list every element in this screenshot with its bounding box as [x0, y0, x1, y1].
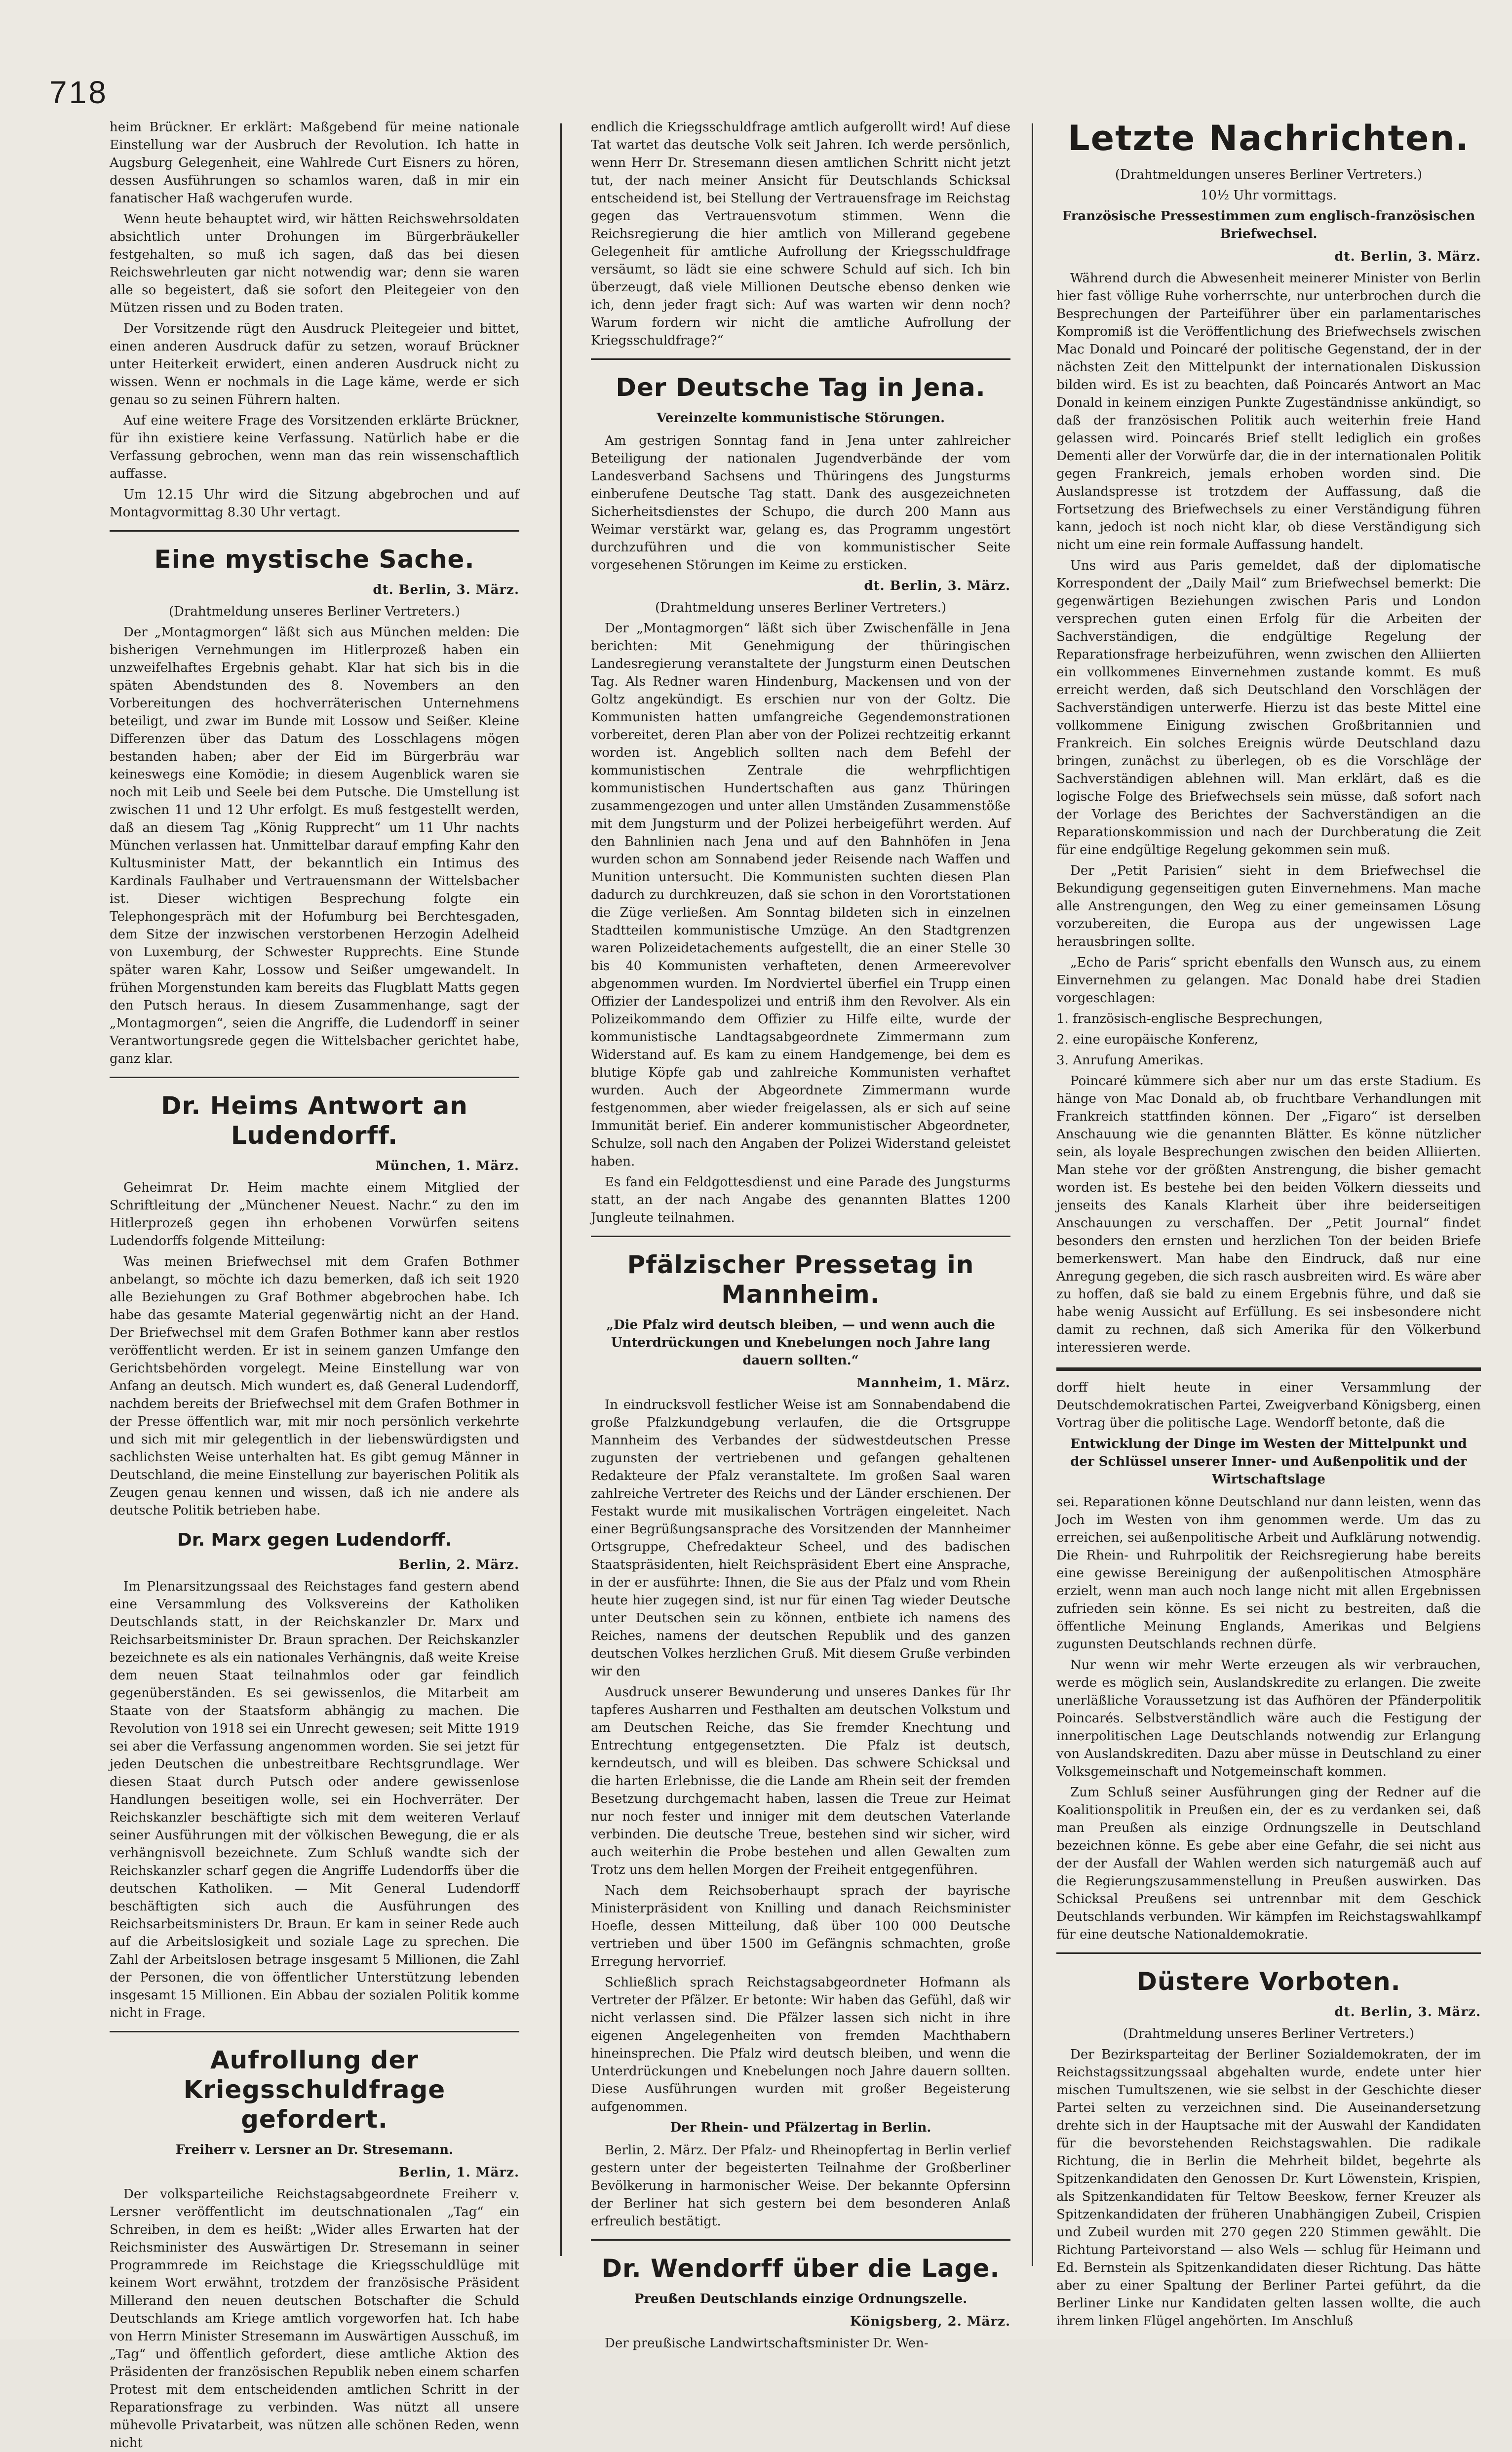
article-paragraph: Der „Montagmorgen“ läßt sich aus München melden: Die bisherigen Vernehmungen im Hitlerprozeß haben ein unzweifelhaftes Ergebnis gehabt. Klar hat sich bis in die späten Abendstunden des 8. Novembers an den Vorbereitungen des hochverräterischen Unternehmens beteiligt, und zwar im Bunde mit Lossow und Seißer. Kleine Differenzen über das Datum des Losschlagens mögen bestanden haben; aber der Eid im Bürgerbräu war keineswegs eine Komödie; in diesem Augenblick waren sie noch mit Leib und Seele bei dem Putsche. Die Umstellung ist zwischen 11 und 12 Uhr erfolgt. Es muß festgestellt werden, daß an diesem Tag „König Rupprecht“ um 11 Uhr nachts München verlassen hat. Unmittelbar darauf empfing Kahr den Kultusminister Matt, der bekanntlich ein Intimus des Kardinals Faulhaber und Vertrauensmann der Wittelsbacher ist. Dieser wichtigen Besprechung folgte ein Telephongespräch mit der Hofumburg bei Berchtesgaden, dem Sitze der inzwischen verstorbenen Herzogin Adelheid von Luxemburg, der Schwester Rupprechts. Eine Stunde später waren Kahr, Lossow und Seißer umgewandelt. In frühen Morgenstunden kam bereits das Flugblatt Matts gegen den Putsch heraus. In diesem Zusammenhange, sagt der „Montagmorgen“, seien die Angriffe, die Ludendorff in seiner Verantwortungsrede gegen die Wittelsbacher gerichtet habe, ganz klar. [110, 625, 519, 1066]
subheadline: Freiherr v. Lersner an Dr. Stresemann. [175, 2142, 454, 2157]
article-separator [110, 1077, 519, 1078]
article-separator [110, 530, 519, 532]
headline-mystische-sache: Eine mystische Sache. [154, 545, 475, 574]
column-rule-2 [1032, 123, 1033, 2266]
article-paragraph: „Echo de Paris“ spricht ebenfalls den Wunsch aus, zu einem Einvernehmen zu gelangen. Mac Donald habe drei Stadien vorgeschlagen: [1056, 955, 1481, 1006]
article-paragraph: sei. Reparationen könne Deutschland nur dann leisten, wenn das Joch im Westen von ihm genommen werde. Um das zu erreichen, sei außenpolitische Arbeit und Aufklärung notwendig. Die Rhein- und Ruhrpolitik der Reichsregierung habe bereits eine gewisse Bereinigung der außenpolitischen Atmosphäre erzielt, wenn man auch noch lange nicht mit allen Ergebnissen zufrieden sein könne. Es sei nicht zu bestreiten, daß die öffentliche Meinung Englands, Amerikas und Belgiens zugunsten Deutschlands rechnen dürfe. [1056, 1495, 1481, 1652]
article-paragraph: Im Plenarsitzungssaal des Reichstages fand gestern abend eine Versammlung des Volksvereins der Katholiken Deutschlands statt, in der Reichskanzler Dr. Marx und Reichsarbeitsminister Dr. Braun sprachen. Der Reichskanzler bezeichnete es als ein nationales Verhängnis, daß weite Kreise dem neuen Staat teilnahmlos oder gar feindlich gegenüberständen. Es sei gewissenlos, die Mitarbeit am Staate von der Staatsform abhängig zu machen. Die Revolution von 1918 sei ein Unrecht gewesen; seit Mitte 1919 sei aber die Verfassung angenommen worden. Sie sei jetzt für jeden Deutschen die unbestreitbare Rechtsgrundlage. Wer diesen Staat durch Putsch oder andere gewissenlose Handlungen beseitigen wolle, sei ein Hochverräter. Der Reichskanzler beschäftigte sich mit dem weiteren Verlauf seiner Ausführungen mit der völkischen Bewegung, die er als verhängnisvoll bezeichnete. Zum Schluß wandte sich der Reichskanzler scharf gegen die Angriffe Ludendorffs über die deutschen Katholiken. — Mit General Ludendorff beschäftigten sich auch die Ausführungen des Reichsarbeitsministers Dr. Braun. Er kam in seiner Rede auch auf die Arbeitslosigkeit und soziale Lage zu sprechen. Die Zahl der Arbeitslosen betrage insgesamt 5 Millionen, die Zahl der Personen, die von öffentlicher Unterstützung lebenden insgesamt 15 Millionen. Ein Abbau der sozialen Politik komme nicht in Frage. [110, 1579, 519, 2021]
subheadline: Entwicklung der Dinge im Westen der Mittelpunkt und der Schlüssel unserer Inner- und Außenpolitik und der Wirtschaftslage [1070, 1437, 1467, 1487]
headline-letzte-nachrichten: Letzte Nachrichten. [1068, 118, 1470, 158]
article-paragraph: Nach dem Reichsoberhaupt sprach der bayrische Ministerpräsident von Knilling und danach Reichsminister Hoefle, dessen Mitteilung, daß über 100 000 Deutsche vertrieben und über 1500 im Gefängnis schmachten, große Erregung hervorrief. [591, 1883, 1010, 1969]
column-1 [110, 118, 519, 2451]
article-paragraph: Uns wird aus Paris gemeldet, daß der diplomatische Korrespondent der „Daily Mail“ zum Briefwechsel bemerkt: Die gegenwärtigen Beziehungen zwischen Paris und London versprechen guten einen Erfolg für die Arbeiten der Sachverständigen, die endgültige Regelung der Reparationsfrage herbeizuführen, wenn zwischen den Alliierten ein vollkommenes Einvernehmen zustande kommt. Es muß erreicht werden, daß sich Deutschland den Vorschlägen der Sachverständigen unterwerfe. Hierzu ist das beste Mittel eine vollkommene Einigung zwischen Großbritannien und Frankreich. Ein solches Ereignis würde Deutschland dazu bringen, zunächst zu überlegen, ob es die Vorschläge der Sachverständigen ablehnen will. Man erklärt, daß es die logische Folge des Briefwechsels sein müsse, daß sofort nach der Vorlage des Berichtes der Sachverständigen an die Reparationskommission und nach der Durchberatung die Zeit für eine endgültige Regelung gekommen sein muß. [1056, 558, 1481, 857]
headline-duestere-vorboten: Düstere Vorboten. [1136, 1967, 1401, 1996]
dateline: Königsberg, 2. März. [850, 2314, 1010, 2329]
article-paragraph: Schließlich sprach Reichstagsabgeordneter Hofmann als Vertreter der Pfälzer. Er betonte: Wir haben das Gefühl, daß wir nicht verlassen sind. Die Pfälzer lassen sich nicht in ihre eigenen Angelegenheiten von fremden Machthabern hineinsprechen. Die Pfalz wird deutsch bleiben, und wenn die Unterdrückungen und Knebelungen noch Jahre dauern sollten. Diese Ausführungen wurden mit großer Begeisterung aufgenommen. [591, 1975, 1010, 2114]
article-paragraph: Nur wenn wir mehr Werte erzeugen als wir verbrauchen, werde es möglich sein, Auslandskredite zu erlangen. Die zweite unerläßliche Voraussetzung ist das Aufhören der Pfänderpolitik Poincarés. Selbstverständlich wäre auch die Festigung der innerpolitischen Lage Deutschlands notwendig zur Erlangung von Auslandskrediten. Dazu aber müsse in Deutschland zu einer Volksgemeinschaft und Notgemeinschaft kommen. [1056, 1658, 1481, 1779]
article-separator [591, 1236, 1010, 1237]
dateline: dt. Berlin, 3. März. [373, 583, 519, 597]
wire-note: (Drahtmeldung unseres Berliner Vertreters.) [655, 600, 946, 615]
subheadline: Der Rhein- und Pfälzertag in Berlin. [670, 2120, 931, 2135]
headline-pfaelzischer-pressetag: Pfälzischer Pressetag in Mannheim. [627, 1250, 974, 1309]
article-paragraph: Poincaré kümmere sich aber nur um das erste Stadium. Es hänge von Mac Donald ab, ob fruchtbare Verhandlungen mit Frankreich stattfinden können. Der „Figaro“ ist derselben Anschauung wie die genannten Blätter. Es könne nützlicher sein, als loyale Besprechungen zwischen den beiden Alliierten. Man stehe vor der größten Anstrengung, die bisher gemacht worden ist. Es bestehe bei den beiden Völkern diesseits und jenseits des Kanals Klarheit über ihre beiderseitigen Anschauungen zu verschaffen. Der „Petit Journal“ findet besonders den ernsten und herzlichen Ton der beiden Briefe bemerkenswert. Man habe den Eindruck, daß nur eine Anregung gegeben, die sich rasch ausbreiten wird. Es wäre aber zu hoffen, daß sie bald zu einem Ergebnis führe, und daß sie habe wenig Aussicht auf Erfüllung. Es sei insbesondere nicht damit zu rechnen, daß sich Amerika für den Völkerbund interessieren werde. [1056, 1074, 1481, 1355]
article-paragraph: Wenn heute behauptet wird, wir hätten Reichswehrsoldaten absichtlich unter Drohungen im Bürgerbräukeller festgehalten, so muß ich sagen, daß das bei diesen Reichswehrleuten gar nicht notwendig war; denn sie waren alle so begeistert, daß sie sofort den Pleitegeier von den Mützen rissen und zu Boden traten. [110, 212, 519, 315]
dateline: Berlin, 1. März. [398, 2165, 519, 2180]
article-paragraph: Was meinen Briefwechsel mit dem Grafen Bothmer anbelangt, so möchte ich dazu bemerken, daß ich seit 1920 alle Beziehungen zu Graf Bothmer abgebrochen habe. Ich habe das gesamte Material gegenwärtig nicht an der Hand. Der Briefwechsel mit dem Grafen Bothmer kann aber restlos veröffentlicht werden. Er ist in seinem ganzen Umfange den Gerichtsbehörden vorgelegt. Meine Einstellung war von Anfang an deutsch. Mich wundert es, daß General Ludendorff, nachdem bereits der Briefwechsel mit dem Grafen Bothmer in der Presse öffentlich war, mit mir noch persönlich verkehrte und sich mit mir gelegentlich in der liebenswürdigsten und sachlichsten Weise unterhalten hat. Es gibt gemug Männer in Deutschland, die meine Einstellung zur bayerischen Politik als Zeugen genau kennen und wissen, daß ich nie andere als deutsche Politik betrieben habe. [110, 1254, 519, 1518]
column-2 [591, 118, 1010, 2351]
page-number: 718 [49, 75, 108, 110]
subheadline: Vereinzelte kommunistische Störungen. [657, 411, 945, 426]
dateline: dt. Berlin, 3. März. [864, 579, 1010, 593]
article-paragraph: Der preußische Landwirtschaftsminister Dr. Wen- [605, 2336, 929, 2351]
headline-deutsche-tag-jena: Der Deutsche Tag in Jena. [616, 373, 986, 402]
headline-heims-antwort: Dr. Heims Antwort an Ludendorff. [161, 1091, 468, 1150]
article-paragraph: Der volksparteiliche Reichstagsabgeordnete Freiherr v. Lersner veröffentlicht im deutschnationalen „Tag“ ein Schreiben, in dem es heißt: „Wider alles Erwarten hat der Reichsminister des Auswärtigen Dr. Stresemann in seiner Programmrede im Reichstage die Kriegsschuldlüge mit keinem Wort erwähnt, trotzdem der französische Präsident Millerand den neuen deutschen Botschafter die Schuld Deutschlands am Kriege amtlich vorgeworfen hat. Ich habe von Herrn Minister Stresemann im Auswärtigen Ausschuß, im „Tag“ und öffentlich gefordert, diese amtliche Aktion des Präsidenten der französischen Republik neben einem scharfen Protest mit dem entscheidenden amtlichen Schritt in der Reparationsfrage zu verbinden. Was nützt all unsere mühevolle Privatarbeit, was nützen alle schönen Reden, wenn nicht [110, 2187, 519, 2451]
article-paragraph: endlich die Kriegsschuldfrage amtlich aufgerollt wird! Auf diese Tat wartet das deutsche Volk seit Jahren. Ich werde persönlich, wenn Herr Dr. Stresemann diesen amtlichen Schritt nicht jetzt tut, der nach meiner Ansicht für Deutschlands Schicksal entscheidend ist, bei Stellung der Vertrauensfrage im Reichstag gegen das Vertrauensvotum stimmen. Wenn die Reichsregierung die hier amtlich von Millerand gegebene Gelegenheit für amtliche Aufrollung der Kriegsschuldfrage versäumt, so lädt sie eine schwere Schuld auf sich. Ich bin überzeugt, daß viele Millionen Deutsche ebenso denken wie ich, denn jeder fragt sich: Auf was warten wir denn noch? Warum fordern wir nicht die amtliche Aufrollung der Kriegsschuldfrage?“ [591, 120, 1010, 348]
article-paragraph: Um 12.15 Uhr wird die Sitzung abgebrochen und auf Montagvormittag 8.30 Uhr vertagt. [110, 487, 519, 520]
article-paragraph: Am gestrigen Sonntag fand in Jena unter zahlreicher Beteiligung der nationalen Jugendverbände der vom Landesverband Sachsens und Thüringens des Jungsturms einberufene Deutsche Tag statt. Dank des ausgezeichneten Sicherheitsdienstes der Schupo, die durch 200 Mann aus Weimar verstärkt war, gelang es, das Programm ungestört durchzuführen und die von kommunistischer Seite vorgesehenen Störungen im Keime zu ersticken. [591, 433, 1010, 573]
wire-note: (Drahtmeldung unseres Berliner Vertreters.) [1123, 2026, 1414, 2041]
article-paragraph: Der „Montagmorgen“ läßt sich über Zwischenfälle in Jena berichten: Mit Genehmigung der thüringischen Landesregierung veranstaltete der Jungsturm einen Deutschen Tag. Als Redner waren Hindenburg, Mackensen und von der Goltz angekündigt. Es erschien nur von der Goltz. Die Kommunisten hatten umfangreiche Gegendemonstrationen vorbereitet, deren Plan aber von der Polizei rechtzeitig erkannt worden ist. Angeblich sollten nach dem Befehl der kommunistischen Zentrale die wehrpflichtigen kommunistischen Hundertschaften aus ganz Thüringen zusammengezogen und unter allen Umständen Zusammenstöße mit dem Jungsturm und der Polizei herbeigeführt werden. Auf den Bahnlinien nach Jena und auf den Bahnhöfen in Jena wurden schon am Sonnabend jeder Reisende nach Waffen und Munition untersucht. Die Kommunisten suchten diesen Plan dadurch zu durchkreuzen, daß sie schon in den Vorortstationen die Züge verließen. Am Sonntag bildeten sich in einzelnen Stadtteilen kommunistische Umzüge. An den Stadtgrenzen waren Polizeidetachements aufgestellt, die an einer Stelle 30 bis 40 Kommunisten verhafteten, denen Armeerevolver abgenommen wurden. Im Nordviertel überfiel ein Trupp einen Offizier der Landespolizei und entriß ihm den Revolver. Als ein Polizeikommando dem Offizier zu Hilfe eilte, wurde der kommunistische Landtagsabgeordnete Zimmermann zum Widerstand auf. Es kam zu einem Handgemenge, bei dem es blutige Köpfe gab und zahlreiche Kommunisten verhaftet wurden. Auch der Abgeordnete Zimmermann wurde festgenommen, aber wieder freigelassen, als er sich auf seine Immunität berief. Ein anderer kommunistischer Abgeordneter, Schulze, soll nach den Angaben der Polizei Widerstand geleistet haben. [591, 621, 1010, 1169]
column-3 [1056, 118, 1481, 2329]
article-paragraph: Während durch die Abwesenheit meinerer Minister von Berlin hier fast völlige Ruhe vorherrschte, nur unterbrochen durch die Besprechungen der Parteiführer über ein parlamentarisches Kompromiß ist die Veröffentlichung des Briefwechsels zwischen Mac Donald und Poincaré der politische Gegenstand, der in der nächsten Zeit den Mittelpunkt der internationalen Diskussion bilden wird. Es ist zu beachten, daß Poincarés Antwort an Mac Donald in keinem einzigen Punkte Zugeständnisse ankündigt, so daß der französischen Politik auch weiterhin freie Hand gelassen wird. Poincarés Brief stellt lediglich ein großes Dementi aller der Vorwürfe dar, die in der internationalen Politik gegen Frankreich, jemals erhoben worden sind. Die Auslandspresse ist trotzdem der Auffassung, daß die Fortsetzung des Briefwechsels zu einer Verständigung führen kann, jedoch ist noch nicht klar, ob diese Verständigung sich nicht um eine rein formale Auffassung handelt. [1056, 271, 1481, 552]
article-paragraph: Es fand ein Feldgottesdienst und eine Parade des Jungsturms statt, an der nach Angabe des genannten Blattes 1200 Jungleute teilnahmen. [591, 1175, 1010, 1225]
article-separator [1056, 1952, 1481, 1954]
article-paragraph: In eindrucksvoll festlicher Weise ist am Sonnabendabend die große Pfalzkundgebung verlaufen, die die Ortsgruppe Mannheim des Verbandes der südwestdeutschen Presse zugunsten der vertriebenen und gefangen gehaltenen Redakteure der Pfalz veranstaltete. Im großen Saal waren zahlreiche Vertreter des Reichs und der Länder erschienen. Der Festakt wurde mit musikalischen Vorträgen eingeleitet. Nach einer Begrüßungsansprache des Vorsitzenden der Mannheimer Ortsgruppe, Chefredakteur Scheel, und des badischen Staatspräsidenten, hielt Reichspräsident Ebert eine Ansprache, in der er ausführte: Ihnen, die Sie aus der Pfalz und vom Rhein heute hier zugegen sind, ist nur für einen Tag wieder Deutsche unter Deutschen sein zu können, entbiete ich namens des Reiches, namens der deutschen Republik und des ganzen deutschen Volkes herzlichen Gruß. Mit diesem Gruße verbinden wir den [591, 1398, 1010, 1679]
article-separator [591, 2239, 1010, 2241]
subheadline: „Die Pfalz wird deutsch bleiben, — und wenn auch die Unterdrückungen und Knebelungen noch Jahre lang dauern sollten.“ [606, 1318, 995, 1368]
article-paragraph: Der Bezirksparteitag der Berliner Sozialdemokraten, der im Reichstagssitzungssaal abgehalten wurde, endete unter hier mischen Tumultszenen, wie sie selbst in der Geschichte dieser Partei selten zu verzeichnen sind. Die Auseinandersetzung drehte sich in der Hauptsache mit der Auswahl der Kandidaten für die bevorstehenden Reichstagswahlen. Die radikale Richtung, die in Berlin die Mehrheit bildet, begehrte als Spitzenkandidaten den Genossen Dr. Kurt Löwenstein, Krispien, als Spitzenkandidaten für Teltow Beeskow, ferner Kreuzer als Spitzenkandidaten der früheren Unabhängigen Zubeil, Crispien und Zubeil wurden mit 270 gegen 220 Stimmen gewählt. Die Richtung Parteivorstand — also Wels — schlug für Heimann und Ed. Bernstein als Spitzenkandidaten dieser Richtung. Das hätte aber zu einer Spaltung der Berliner Partei geführt, da die Berliner Linke nur Kandidaten gelten lassen wollte, die auch ihrem linken Flügel angehörten. Im Anschluß [1056, 2047, 1481, 2329]
dateline: Berlin, 2. März. [398, 1557, 519, 1572]
headline-marx-gegen-ludendorff: Dr. Marx gegen Ludendorff. [177, 1530, 452, 1550]
headline-wendorff-lage: Dr. Wendorff über die Lage. [601, 2254, 1000, 2283]
article-paragraph: Der „Petit Parisien“ sieht in dem Briefwechsel die Bekundigung gegenseitigen guten Einvernehmens. Man mache alle Anstrengungen, den Weg zu einer gemeinsamen Lösung vorzubereiten, die Europa aus der ungewissen Lage herausbringen sollte. [1056, 863, 1481, 949]
dateline: dt. Berlin, 3. März. [1334, 2005, 1481, 2020]
headline-aufrollung-kriegsschuldfrage: Aufrollung der Kriegsschuldfrage gefordert. [183, 2046, 446, 2134]
wire-note: (Drahtmeldungen unseres Berliner Vertreters.) [1115, 167, 1423, 182]
dateline: Mannheim, 1. März. [856, 1376, 1010, 1391]
article-paragraph: Auf eine weitere Frage des Vorsitzenden erklärte Brückner, für ihn existiere keine Verfassung. Natürlich habe er die Verfassung gebrochen, wenn man das rein wissenschaftlich auffasse. [110, 413, 519, 481]
section-rule [1056, 1367, 1481, 1371]
time-note: 10½ Uhr vormittags. [1200, 188, 1337, 203]
article-paragraph: dorff hielt heute in einer Versammlung der Deutschdemokratischen Partei, Zweigverband Königsberg, einen Vortrag über die politische Lage. Wendorff betonte, daß die [1056, 1380, 1481, 1431]
article-paragraph: heim Brückner. Er erklärt: Maßgebend für meine nationale Einstellung war der Ausbruch der Revolution. Ich hatte in Augsburg Gelegenheit, eine Wahlrede Curt Eisners zu hören, dessen Ausführungen so schamlos waren, daß in mir ein fanatischer Haß wachgerufen wurde. [110, 120, 519, 206]
article-separator [591, 358, 1010, 360]
article-paragraph: Geheimrat Dr. Heim machte einem Mitglied der Schriftleitung der „Münchener Neuest. Nachr.“ zu den im Hitlerprozeß gegen ihn erhobenen Vorwürfen seitens Ludendorffs folgende Mitteilung: [110, 1180, 519, 1248]
article-paragraph: Zum Schluß seiner Ausführungen ging der Redner auf die Koalitionspolitik in Preußen ein, der es zu verdanken sei, daß man Preußen als einzige Ordnungszelle in Deutschland bezeichnen könne. Es gebe aber eine Gefahr, die sei nicht aus der der Ausfall der Wahlen werden sich naturgemäß auch auf die Regierungszusammenstellung in Preußen auswirken. Das Schicksal Preußens sei untrennbar mit dem Geschick Deutschlands verbunden. Wir kämpfen im Reichstagswahlkampf für eine deutsche Nationaldemokratie. [1056, 1785, 1481, 1942]
article-paragraph: Berlin, 2. März. Der Pfalz- und Rheinopfertag in Berlin verlief gestern unter der begeisterten Teilnahme der Großberliner Bevölkerung in harmonischer Weise. Der bekannte Opfersinn der Berliner hat sich gestern bei dem besonderen Anlaß erfreulich bestätigt. [591, 2143, 1010, 2229]
column-rule-1 [560, 123, 562, 2256]
article-paragraph: Ausdruck unserer Bewunderung und unseres Dankes für Ihr tapferes Ausharren und Festhalten am deutschen Volkstum und am Deutschen Reiche, das Sie fremder Knechtung und Entrechtung entgegensetzten. Die Pfalz ist deutsch, kerndeutsch, und will es bleiben. Das schwere Schicksal und die harten Erlebnisse, die die Lande am Rhein seit der fremden Besetzung durchgemacht haben, lassen die Treue zur Heimat nur noch fester und inniger mit dem deutschen Vaterlande verbinden. Die deutsche Treue, bestehen sind wir sicher, wird auch weiterhin die Probe bestehen und allen Gewalten zum Trotz uns dem hellen Morgen der Freiheit entgegenführen. [591, 1685, 1010, 1877]
list-item: 2. eine europäische Konferenz, [1056, 1032, 1258, 1047]
subheadline: Französische Pressestimmen zum englisch-französischen Briefwechsel. [1062, 209, 1475, 241]
article-separator [110, 2031, 519, 2032]
wire-note: (Drahtmeldung unseres Berliner Vertreters.) [168, 604, 460, 619]
list-item: 3. Anrufung Amerikas. [1056, 1053, 1204, 1068]
dateline: München, 1. März. [375, 1159, 519, 1173]
list-item: 1. französisch-englische Besprechungen, [1056, 1012, 1323, 1026]
article-paragraph: Der Vorsitzende rügt den Ausdruck Pleitegeier und bittet, einen anderen Ausdruck dafür zu setzen, worauf Brückner unter Heiterkeit erwidert, einen anderen Ausdruck nicht zu wissen. Wenn er nochmals in die Lage käme, werde er sich genau so zu seinen Führern halten. [110, 321, 519, 407]
subheadline: Preußen Deutschlands einzige Ordnungszelle. [634, 2292, 968, 2306]
dateline: dt. Berlin, 3. März. [1334, 249, 1481, 264]
